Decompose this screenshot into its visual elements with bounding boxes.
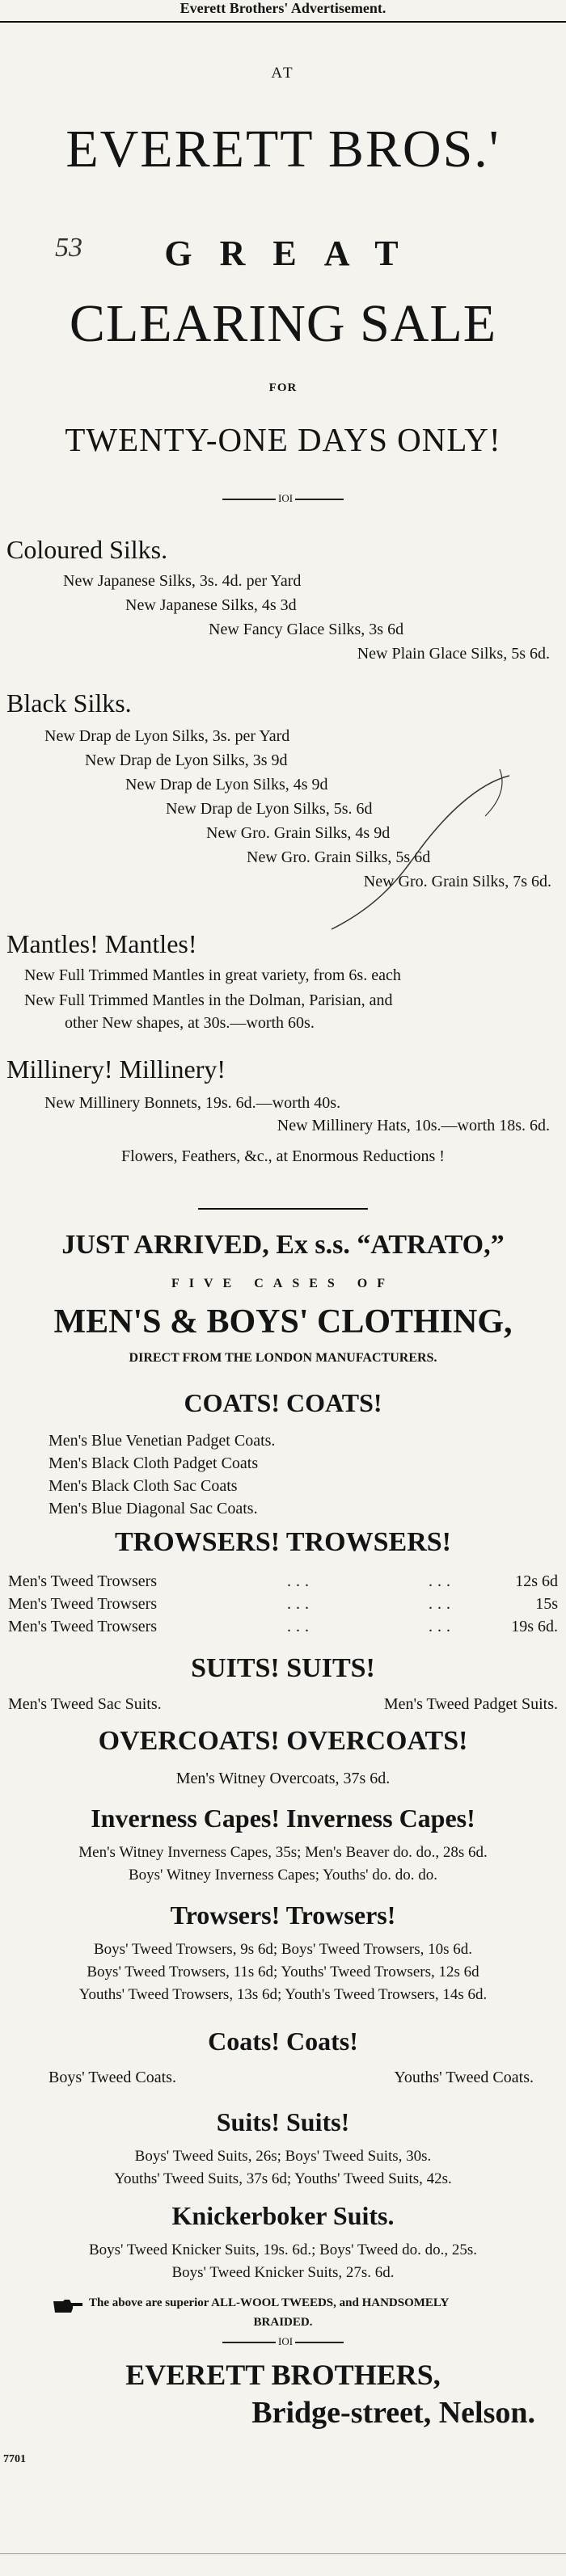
- boys-trowsers-heading: Trowsers! Trowsers!: [170, 1900, 396, 1930]
- handwritten-number: 53: [55, 233, 82, 263]
- list-item: New Gro. Grain Silks, 4s 9d: [206, 824, 391, 842]
- great-heading: GREAT: [164, 234, 426, 273]
- boys-trowsers-line: Boys' Tweed Trowsers, 9s 6d; Boys' Tweed Trowsers, 10s 6d.: [94, 1941, 472, 1958]
- boys-trowsers-line: Youths' Tweed Trowsers, 13s 6d; Youth's Tweed Trowsers, 14s 6d.: [78, 1986, 488, 2003]
- black-silks-heading: Black Silks.: [6, 688, 132, 718]
- duration-heading: TWENTY-ONE DAYS ONLY!: [65, 421, 501, 458]
- list-item: New Gro. Grain Silks, 5s 6d: [247, 848, 431, 866]
- clearing-sale-heading: CLEARING SALE: [69, 294, 497, 353]
- millinery-heading: Millinery! Millinery!: [6, 1054, 226, 1084]
- signature: EVERETT BROTHERS,: [125, 2359, 441, 2391]
- list-item: Men's Black Cloth Sac Coats: [49, 1477, 238, 1495]
- boys-coats-heading: Coats! Coats!: [208, 2027, 358, 2056]
- list-item: New Japanese Silks, 4s 3d: [125, 596, 297, 614]
- mantles-line: other New shapes, at 30s.—worth 60s.: [65, 1014, 315, 1032]
- pointing-hand-icon: [52, 2298, 84, 2316]
- firm-name: EVERETT BROS.': [65, 120, 501, 179]
- list-item: Men's Black Cloth Padget Coats: [49, 1454, 259, 1472]
- boys-suits-line: Boys' Tweed Suits, 26s; Boys' Tweed Suits, 30s.: [134, 2148, 432, 2165]
- millinery-line: New Millinery Bonnets, 19s. 6d.—worth 40s.: [44, 1094, 341, 1112]
- millinery-line: Flowers, Feathers, &c., at Enormous Reductions !: [121, 1147, 445, 1165]
- note-line: The above are superior ALL-WOOL TWEEDS, and HANDSOMELY: [89, 2296, 450, 2309]
- overcoats-line: Men's Witney Overcoats, 37s 6d.: [175, 1770, 391, 1787]
- direct-label: DIRECT FROM THE LONDON MANUFACTURERS.: [129, 1351, 437, 1365]
- arrival-heading: JUST ARRIVED, Ex s.s. “ATRATO,”: [61, 1230, 505, 1260]
- boys-suits-line: Youths' Tweed Suits, 37s 6d; Youths' Tweed Suits, 42s.: [114, 2170, 452, 2187]
- list-item: Men's Blue Diagonal Sac Coats.: [49, 1500, 258, 1517]
- list-item: New Japanese Silks, 3s. 4d. per Yard: [63, 572, 302, 590]
- note-line: BRAIDED.: [253, 2316, 313, 2329]
- mantles-heading: Mantles! Mantles!: [6, 929, 197, 958]
- list-item: New Drap de Lyon Silks, 4s 9d: [125, 776, 328, 793]
- section-divider: IOI: [222, 499, 344, 500]
- section-divider: IOI: [222, 2342, 344, 2343]
- inverness-line: Boys' Witney Inverness Capes; Youths' do. do. do.: [128, 1867, 438, 1884]
- list-item: New Drap de Lyon Silks, 3s 9d: [85, 751, 288, 769]
- address: Bridge-street, Nelson.: [251, 2396, 535, 2430]
- coats-heading: COATS! COATS!: [184, 1388, 382, 1417]
- knickerboker-line: Boys' Tweed Knicker Suits, 19s. 6d.; Boys' Tweed do. do., 25s.: [88, 2241, 478, 2258]
- masthead-rule: [0, 21, 566, 23]
- list-item: New Gro. Grain Silks, 7s 6d.: [363, 873, 551, 890]
- list-item: New Fancy Glace Silks, 3s 6d: [209, 621, 404, 638]
- bottom-rule: [0, 2553, 566, 2554]
- mantles-line: New Full Trimmed Mantles in great variety, from 6s. each: [24, 966, 401, 984]
- five-cases-label: FIVE CASES OF: [171, 1277, 395, 1290]
- suits-heading: SUITS! SUITS!: [191, 1653, 375, 1683]
- inverness-line: Men's Witney Inverness Capes, 35s; Men's Beaver do. do., 28s 6d.: [78, 1844, 488, 1861]
- boys-suits-heading: Suits! Suits!: [216, 2107, 350, 2136]
- pen-scribble: [323, 760, 517, 937]
- masthead: Everett Brothers' Advertisement.: [180, 0, 386, 16]
- list-item: New Drap de Lyon Silks, 5s. 6d: [166, 800, 373, 818]
- list-item: New Drap de Lyon Silks, 3s. per Yard: [44, 727, 290, 745]
- reference-code: 7701: [3, 2453, 26, 2465]
- clothing-heading: MEN'S & BOYS' CLOTHING,: [53, 1303, 513, 1341]
- knickerboker-heading: Knickerboker Suits.: [171, 2201, 395, 2230]
- knickerboker-line: Boys' Tweed Knicker Suits, 27s. 6d.: [171, 2264, 395, 2281]
- mantles-line: New Full Trimmed Mantles in the Dolman, Parisian, and: [24, 991, 393, 1009]
- coloured-silks-heading: Coloured Silks.: [6, 535, 168, 564]
- inverness-heading: Inverness Capes! Inverness Capes!: [91, 1804, 475, 1833]
- for-label: FOR: [268, 381, 298, 394]
- list-item: Men's Blue Venetian Padget Coats.: [49, 1432, 276, 1450]
- millinery-line: New Millinery Hats, 10s.—worth 18s. 6d.: [277, 1117, 550, 1134]
- overcoats-heading: OVERCOATS! OVERCOATS!: [98, 1726, 468, 1756]
- list-item: New Plain Glace Silks, 5s 6d.: [357, 645, 550, 663]
- boys-trowsers-line: Boys' Tweed Trowsers, 11s 6d; Youths' Tweed Trowsers, 12s 6d: [87, 1964, 479, 1980]
- at-label: AT: [271, 65, 295, 82]
- trowsers-heading: TROWSERS! TROWSERS!: [115, 1527, 451, 1557]
- section-rule: [198, 1208, 368, 1210]
- advertisement-page: Everett Brothers' Advertisement. AT EVERETT BROS.' 53 GREAT CLEARING SALE FOR TWENTY-ONE DAYS ONLY! IOI Coloured Silks. New Japanese Silks, 3s. 4d. per Yard New Japanese Silks, 4s 3d New Fancy Glace Silks, 3s 6d New Plain Glace Silks, 5s 6d. Black Silks. New Drap de Lyon Silks, 3s. per Yard New Drap de Lyon Silks, 3s 9d New Drap de Lyon Silks, 4s 9d New Drap de Lyon Silks, 5s. 6d New Gro. Grain Silks, 4s 9d New Gro. Grain Silks, 5s 6d New Gro. Grain Silks, 7s 6d. Mantles! Mantles! New Full Trimmed Mantles in great variety, from 6s. each New Full Trimmed Mantles in the Dolman, Parisian, and other New shapes, at 30s.—worth 60s. Millinery! Millinery! New Millinery Bonnets, 19s. 6d.—worth 40s. New Millinery Hats, 10s.—worth 18s. 6d. Flowers, Feathers, &c., at Enormous Reductions ! JUST ARRIVED, Ex s.s. “ATRATO,” FIVE CASES OF MEN'S & BOYS' CLOTHING, DIRECT FROM THE LONDON MANUFACTURERS. COATS! COATS! Men's Blue Venetian Padget Coats. Men's Black Cloth Padget Coats Men's Black Cloth Sac Coats Men's Blue Diagonal Sac Coats. TROWSERS! TROWSERS! Men's Tweed Trowsers ... ... 12s 6d Men's Tweed Trowsers ... ... 15s Men's Tweed Trowsers ... ... 19s 6d. SUITS! SUITS! Men's Tweed Sac Suits. Men's Tweed Padget Suits. OVERCOATS! OVERCOATS! Men's Witney Overcoats, 37s 6d. Inverness Capes! Inverness Capes! Men's Witney Inverness Capes, 35s; Men's Beaver do. do., 28s 6d. Boys' Witney Inverness Capes; Youths' do. do. do. Trowsers! Trowsers! Boys' Tweed Trowsers, 9s 6d; Boys' Tweed Trowsers, 10s 6d. Boys' Tweed Trowsers, 11s 6d; Youths' Tweed Trowsers, 12s 6d Youths' Tweed Trowsers, 13s 6d; Youth's Tweed Trowsers, 14s 6d. Coats! Coats! Boys' Tweed Coats. Youths' Tweed Coats. Suits! Suits! Boys' Tweed Suits, 26s; Boys' Tweed Suits, 30s. Youths' Tweed Suits, 37s 6d; Youths' Tweed Suits, 42s. Knickerboker Suits. Boys' Tweed Knicker Suits, 19s. 6d.; Boys' Tweed do. do., 25s. Boys' Tweed Knicker Suits, 27s. 6d. The above are superior ALL-WOOL TWEEDS, and HANDSOMELY BRAIDED. IOI EVERETT BROTHERS, Bridge-street, Nelson. 7701: [0, 0, 566, 2576]
